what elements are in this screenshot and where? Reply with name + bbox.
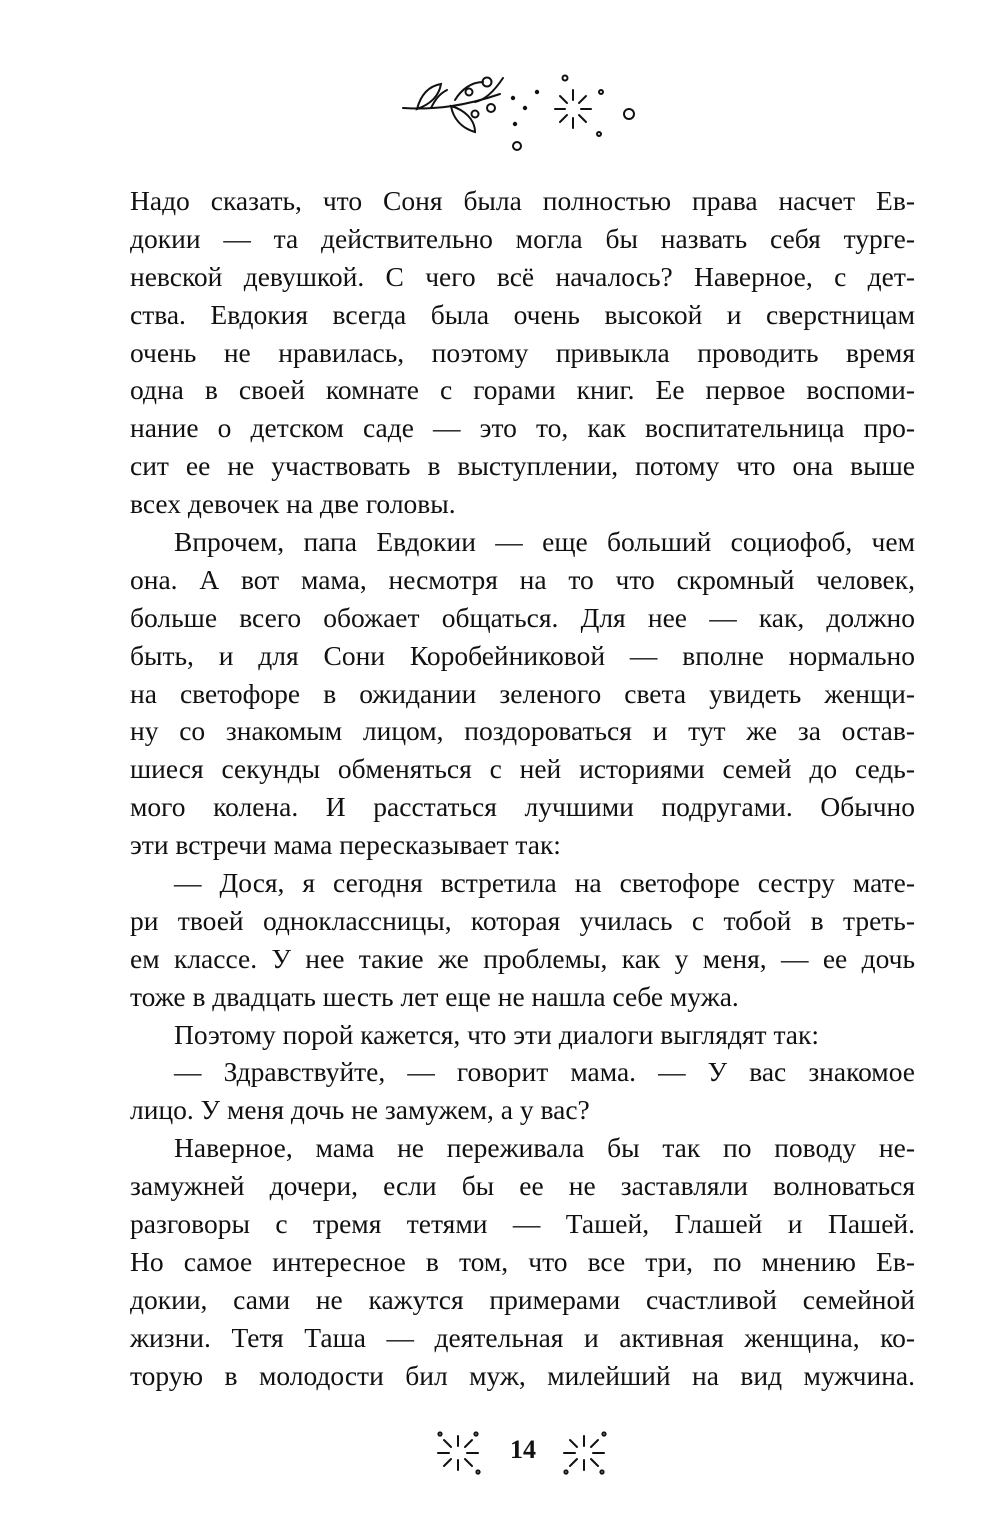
paragraph-first-line: — Здравствуйте, — говорит мама. — У вас знакомое (174, 1056, 915, 1088)
text-line: всех девочек на две головы. (130, 488, 456, 520)
page-footer (0, 1422, 1000, 1482)
text-line: ну со знакомым лицом, поздороваться и тут же за остав- (130, 715, 915, 747)
text-line: невской девушкой. С чего всё началось? Наверное, с дет- (130, 260, 915, 292)
paragraph-first-line: — Дося, я сегодня встретила на светофоре сестру мате- (174, 867, 915, 899)
text-line: ри твоей одноклассницы, которая училась с тобой в треть- (130, 904, 915, 936)
branch-ornament-icon (395, 70, 645, 160)
text-line: мого колена. И расстаться лучшими подругами. Обычно (130, 791, 915, 823)
text-line: жизни. Тетя Таша — деятельная и активная женщина, ко- (130, 1321, 915, 1353)
text-line: очень не нравилась, поэтому привыкла проводить время (130, 336, 915, 368)
paragraph-first-line: Впрочем, папа Евдокии — еще больший социофоб, чем (174, 526, 915, 558)
sparkle-icon (556, 1428, 612, 1478)
text-line: на светофоре в ожидании зеленого света увидеть женщи- (130, 677, 915, 709)
text-line: ства. Евдокия всегда была очень высокой и сверстницам (130, 298, 915, 330)
text-line: она. А вот мама, несмотря на то что скромный человек, (130, 563, 915, 595)
paragraph-first-line: Наверное, мама не переживала бы так по поводу не- (174, 1132, 915, 1164)
text-line: Надо сказать, что Соня была полностью права насчет Ев- (130, 185, 915, 216)
text-line: шиеся секунды обменяться с ней историями семей до седь- (130, 753, 915, 785)
text-line: сит ее не участвовать в выступлении, потому что она выше (130, 450, 915, 482)
text-line: докии — та действительно могла бы назвать себя турге- (130, 222, 915, 254)
paragraph-first-line: Поэтому порой кажется, что эти диалоги выглядят так: (174, 1018, 820, 1050)
page-body-text (130, 182, 915, 1395)
text-line: Но самое интересное в том, что все три, по мнению Ев- (130, 1245, 915, 1277)
text-line: эти встречи мама пересказывает так: (130, 829, 561, 861)
text-line: быть, и для Сони Коробейниковой — вполне нормально (130, 639, 915, 671)
text-line: докии, сами не кажутся примерами счастливой семейной (130, 1283, 915, 1315)
page-number: 14 (510, 1435, 536, 1464)
text-line: нание о детском саде — это то, как воспитательница про- (130, 412, 915, 444)
text-line: замужней дочери, если бы ее не заставляли волноваться (130, 1170, 915, 1202)
sparkle-icon (430, 1428, 486, 1478)
text-line: торую в молодости бил муж, милейший на вид мужчина. (130, 1359, 915, 1391)
text-line: ем классе. У нее такие же проблемы, как у меня, — ее дочь (130, 942, 915, 974)
text-line: одна в своей комнате с горами книг. Ее первое воспоми- (130, 374, 915, 406)
text-line: тоже в двадцать шесть лет еще не нашла себе мужа. (130, 980, 739, 1012)
text-line: лицо. У меня дочь не замужем, а у вас? (130, 1094, 590, 1126)
text-line: больше всего обожает общаться. Для нее — как, должно (130, 601, 915, 633)
text-line: разговоры с тремя тетями — Ташей, Глашей и Пашей. (130, 1208, 915, 1240)
